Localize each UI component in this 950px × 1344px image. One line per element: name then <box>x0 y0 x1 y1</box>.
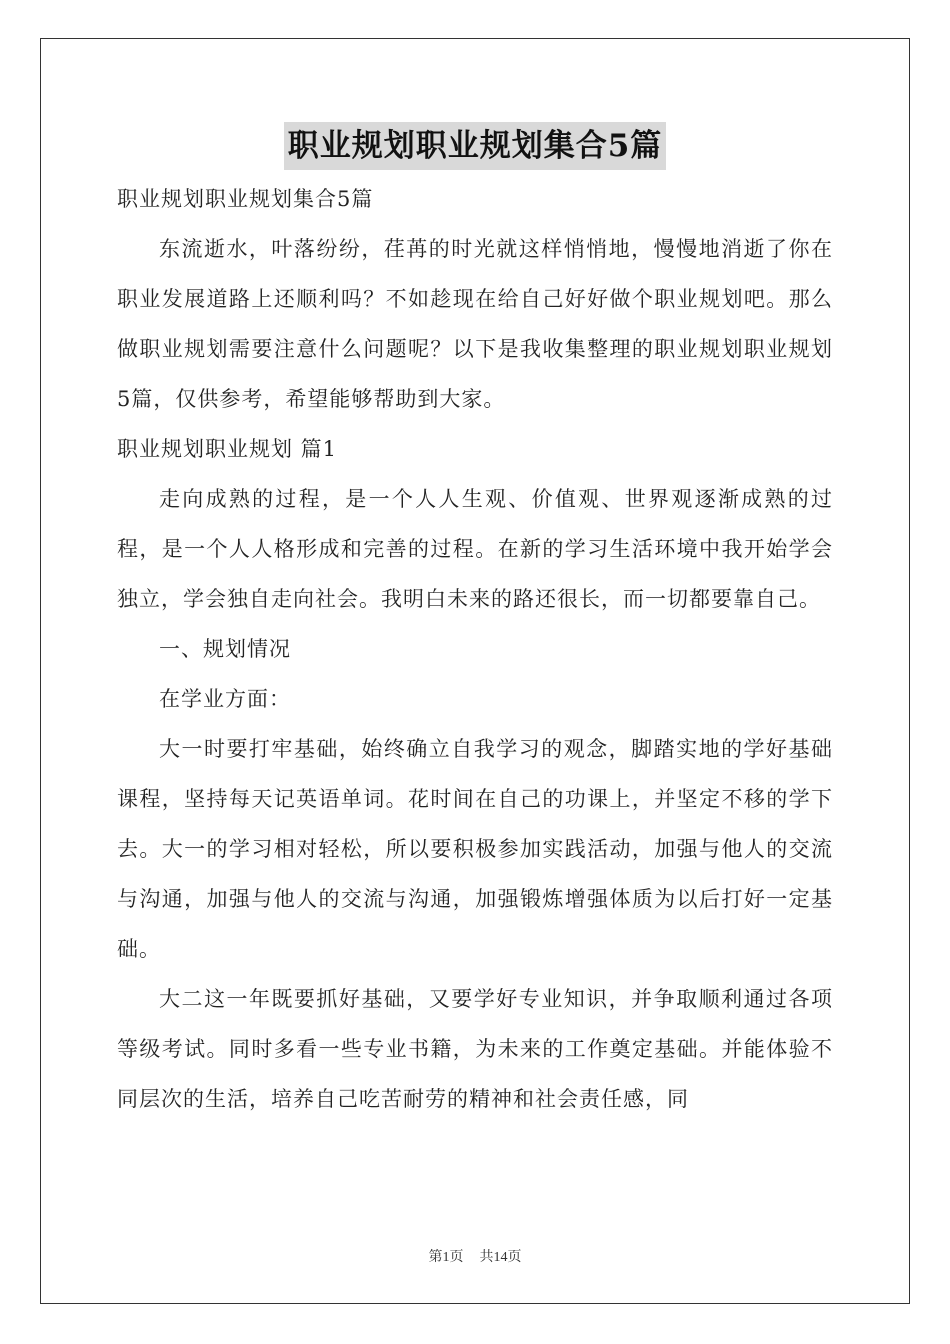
document-title: 职业规划职业规划集合5篇 <box>284 122 667 170</box>
title-area <box>0 122 950 170</box>
body-paragraph: 大一时要打牢基础，始终确立自我学习的观念，脚踏实地的学好基础课程，坚持每天记英语单词。花时间在自己的功课上，并坚定不移的学下去。大一的学习相对轻松，所以要积极参加实践活动，加强与他人的交流与沟通，加强与他人的交流与沟通，加强锻炼增强体质为以后打好一定基础。 <box>117 737 833 961</box>
section-heading: 职业规划职业规划 篇1 <box>117 437 338 461</box>
intro-paragraph: 东流逝水，叶落纷纷，荏苒的时光就这样悄悄地，慢慢地消逝了你在职业发展道路上还顺利吗？不如趁现在给自己好好做个职业规划吧。那么做职业规划需要注意什么问题呢？以下是我收集整理的职业规划职业规划5篇，仅供参考，希望能够帮助到大家。 <box>117 237 833 411</box>
body-paragraph: 大二这一年既要抓好基础，又要学好专业知识，并争取顺利通过各项等级考试。同时多看一些专业书籍，为未来的工作奠定基础。并能体验不同层次的生活，培养自己吃苦耐劳的精神和社会责任感，同 <box>117 987 833 1111</box>
body-paragraph: 走向成熟的过程，是一个人人生观、价值观、世界观逐渐成熟的过程，是一个人人格形成和完善的过程。在新的学习生活环境中我开始学会独立，学会独自走向社会。我明白未来的路还很长，而一切都要靠自己。 <box>117 487 833 611</box>
page-footer <box>0 1246 950 1266</box>
subtitle-line: 职业规划职业规划集合5篇 <box>117 187 374 211</box>
document-body <box>117 174 833 1124</box>
page-number: 第1页 <box>428 1250 464 1265</box>
subheading: 在学业方面： <box>159 687 291 711</box>
page-total: 共14页 <box>479 1250 522 1265</box>
subheading: 一、规划情况 <box>159 637 291 661</box>
